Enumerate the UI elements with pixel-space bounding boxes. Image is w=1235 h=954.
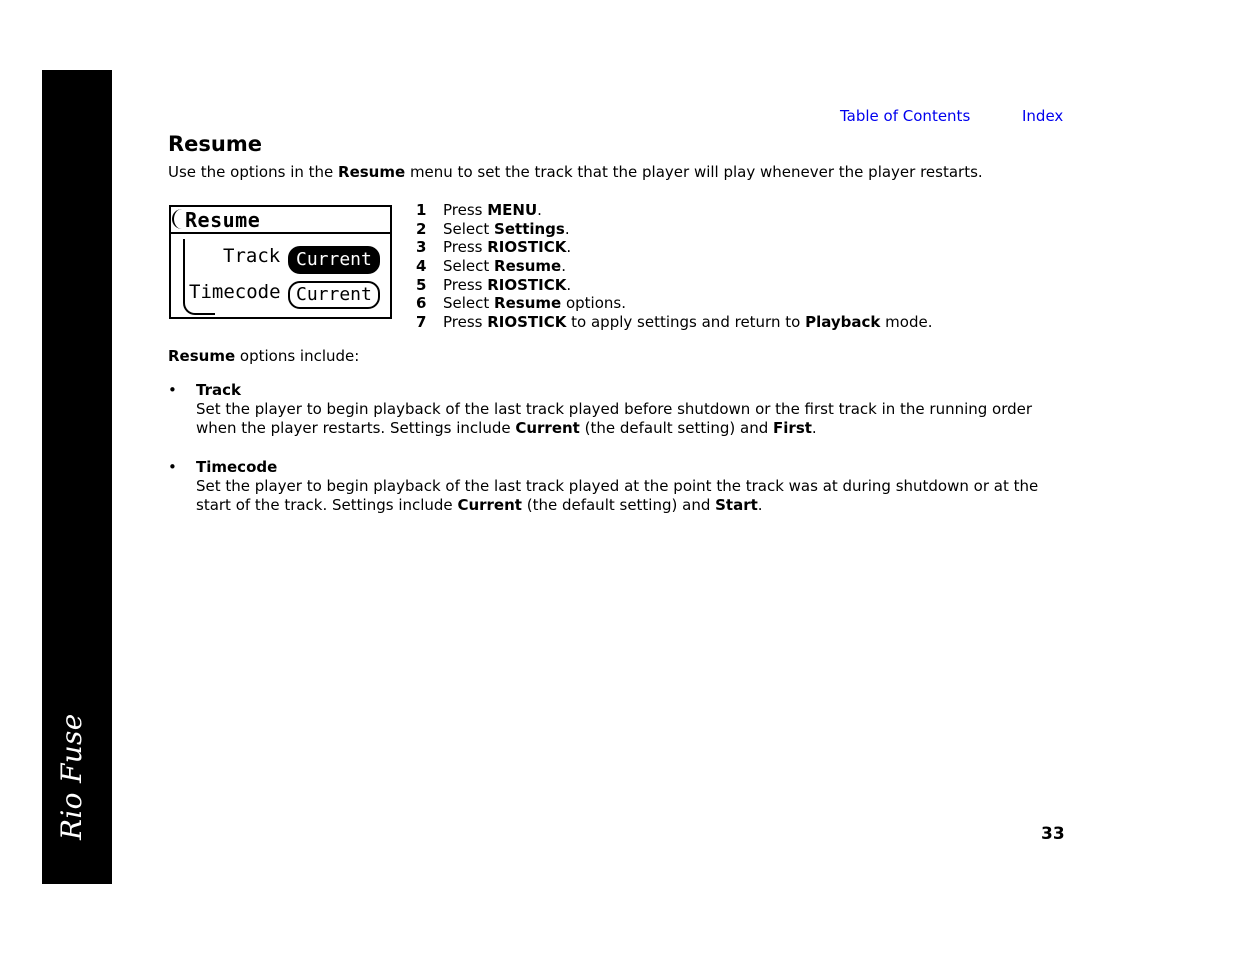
option-bold-1: Current <box>457 496 522 514</box>
step-post: . <box>561 257 566 276</box>
step-item <box>416 238 932 257</box>
screen-back-bracket <box>172 209 184 229</box>
step-bold-2: Playback <box>805 313 881 332</box>
option-bold-2: First <box>773 419 812 437</box>
intro-post: menu to set the track that the player will play whenever the player restarts. <box>405 163 983 181</box>
screen-title-bar <box>171 207 390 234</box>
step-pre: Select <box>443 257 495 276</box>
step-item <box>416 201 932 220</box>
step-mid: to apply settings and return to <box>566 313 806 332</box>
brand-title: Rio Fuse <box>55 713 88 840</box>
step-number: 4 <box>416 257 427 276</box>
step-bold: RIOSTICK <box>487 238 567 257</box>
intro-bold: Resume <box>338 163 406 181</box>
step-number: 2 <box>416 219 427 238</box>
step-pre: Select <box>443 294 495 313</box>
option-line1: Set the player to begin playback of the last track played before shutdown or the first track in the running order <box>196 400 1033 418</box>
screen-menu-frame <box>183 239 215 315</box>
option-title: Timecode <box>196 458 278 476</box>
table-of-contents-link[interactable]: Table of Contents <box>840 107 971 125</box>
steps-list <box>416 201 932 332</box>
page-title: Resume <box>168 132 262 156</box>
step-pre: Press <box>443 201 488 219</box>
option-bold-2: Start <box>715 496 758 514</box>
step-post: mode. <box>880 313 933 332</box>
screen-track-label: Track <box>223 245 281 267</box>
step-pre: Press <box>443 238 488 257</box>
step-number: 3 <box>416 238 427 257</box>
screen-track-value: Current <box>288 246 380 274</box>
option-pre: start of the track. Settings include <box>196 496 458 514</box>
screen-timecode-value: Current <box>288 281 380 309</box>
step-item <box>416 276 932 295</box>
screen-timecode-label: Timecode <box>189 281 281 303</box>
step-item <box>416 313 932 332</box>
option-post: . <box>811 419 817 437</box>
index-link[interactable]: Index <box>1022 107 1064 125</box>
bullet-glyph: • <box>168 458 177 476</box>
step-item <box>416 220 932 239</box>
step-number: 6 <box>416 294 427 313</box>
step-item <box>416 257 932 276</box>
player-screen-image <box>169 205 392 319</box>
option-title: Track <box>196 381 241 399</box>
option-description <box>196 400 1076 438</box>
option-line1: Set the player to begin playback of the last track played at the point the track was at during shutdown or at the <box>196 477 1039 495</box>
option-pre: when the player restarts. Settings include <box>196 419 516 437</box>
step-post: . <box>566 238 572 257</box>
option-description <box>196 477 1076 515</box>
step-post: . <box>566 275 572 294</box>
step-post: . <box>564 219 570 238</box>
options-intro <box>168 347 359 366</box>
step-pre: Select <box>443 219 495 238</box>
step-pre: Press <box>443 275 488 294</box>
step-item <box>416 294 932 313</box>
step-bold: RIOSTICK <box>487 313 567 332</box>
step-number: 1 <box>416 201 427 219</box>
step-pre: Press <box>443 313 488 332</box>
step-bold: Resume <box>494 257 562 276</box>
option-post: . <box>757 496 763 514</box>
options-intro-text: options include: <box>235 347 360 365</box>
options-intro-bold: Resume <box>168 347 236 365</box>
step-number: 7 <box>416 313 427 332</box>
intro-pre: Use the options in the <box>168 163 339 181</box>
bullet-glyph: • <box>168 381 177 399</box>
screen-title: Resume <box>185 208 261 232</box>
step-number: 5 <box>416 275 427 294</box>
intro-paragraph <box>168 163 983 182</box>
step-post: options. <box>561 294 626 313</box>
option-bold-1: Current <box>515 419 580 437</box>
step-bold: MENU <box>487 201 538 219</box>
step-bold: RIOSTICK <box>487 275 567 294</box>
step-post: . <box>537 201 542 219</box>
option-mid: (the default setting) and <box>521 496 716 514</box>
option-mid: (the default setting) and <box>579 419 774 437</box>
step-bold: Resume <box>494 294 562 313</box>
step-bold: Settings <box>494 219 565 238</box>
page-number: 33 <box>1041 824 1065 844</box>
